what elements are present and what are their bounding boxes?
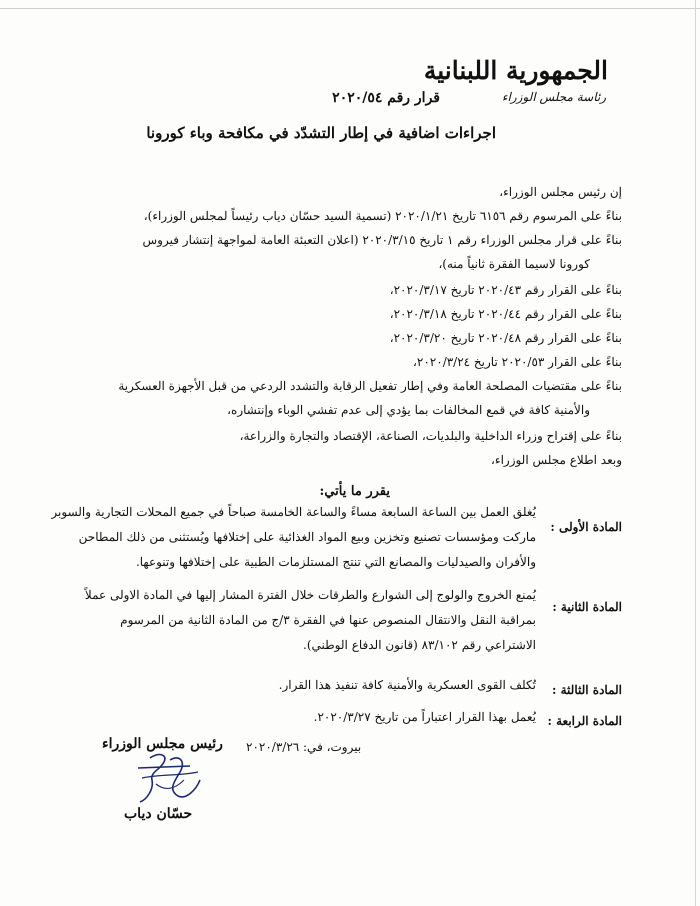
signature-mark	[120, 750, 230, 810]
presidency-subtitle: رئاسة مجلس الوزراء	[501, 90, 606, 104]
prime-minister-title: رئيس مجلس الوزراء	[102, 736, 223, 752]
preamble-line: بناءً على القرار رقم ٢٠٢٠/٤٨ تاريخ ٢٠٢٠/٣/٢٠،	[389, 331, 622, 345]
top-border-line	[0, 8, 700, 9]
article-2-line: الاشتراعي رقم ٨٣/١٠٢ (قانون الدفاع الوطني).	[303, 638, 536, 652]
preamble-line: بناءً على المرسوم رقم ٦١٥٦ تاريخ ٢٠٢٠/١/٢١ (تسمية السيد حسّان دياب رئيساً لمجلس الوزراء)،	[143, 209, 622, 223]
article-4-label: المادة الرابعة :	[547, 714, 622, 728]
preamble-line: بناءً على إقتراح وزراء الداخلية والبلديات، الصناعة، الإقتصاد والتجارة والزراعة،	[239, 429, 622, 443]
preamble-line: وبعد اطلاع مجلس الوزراء،	[491, 453, 622, 467]
article-1-label: المادة الأولى :	[550, 520, 622, 534]
preamble-line: بناءً على القرار رقم ٢٠٢٠/٤٣ تاريخ ٢٠٢٠/٣/١٧،	[389, 283, 622, 297]
article-2-label: المادة الثانية :	[552, 600, 622, 614]
preamble-line: بناءً على القرار ٢٠٢٠/٥٣ تاريخ ٢٠٢٠/٣/٢٤،	[413, 355, 622, 369]
article-1-line: يُغلق العمل بين الساعة السابعة مساءً والساعة الخامسة صباحاً في جميع المحلات التجارية والسوبر	[51, 505, 536, 519]
right-border-line	[695, 0, 696, 906]
preamble-line: كورونا لاسيما الفقرة ثانياً منه)،	[438, 257, 590, 271]
preamble-line: بناءً على القرار رقم ٢٠٢٠/٤٤ تاريخ ٢٠٢٠/٣/١٨،	[389, 307, 622, 321]
article-1-line: والأفران والصيدليات والمصانع التي تنتج المستلزمات الطبية على إختلافها وتنوعها.	[135, 555, 536, 569]
article-2-line: يُمنع الخروج والولوج إلى الشوارع والطرقات خلال الفترة المشار إليها في المادة الاولى عملاً	[84, 588, 536, 602]
preamble-line: بناءً على قرار مجلس الوزراء رقم ١ تاريخ ٢٠٢٠/٣/١٥ (اعلان التعبئة العامة لمواجهة إنتشار فيروس	[142, 233, 622, 247]
decision-number: قرار رقم ٢٠٢٠/٥٤	[332, 90, 440, 106]
prime-minister-name: حسّان دياب	[124, 806, 193, 822]
article-2-line: بمراقبة النقل والانتقال المنصوص عنها في الفقرة ٣/ج من المادة الثانية من المرسوم	[120, 613, 536, 627]
republic-emblem-text: الجمهورية اللبنانية	[423, 56, 608, 85]
article-1-line: ماركت ومؤسسات تصنيع وتخزين وبيع المواد الغذائية على إختلافها ويُستثنى من ذلك المطاحن	[78, 530, 536, 544]
preamble-line: بناءً على مقتضيات المصلحة العامة وفي إطار تفعيل الرقابة والتشدد الردعي من قبل الأجهزة العسكرية	[118, 379, 622, 393]
decision-subject: اجراءات اضافية في إطار التشدّد في مكافحة وباء كورونا	[146, 124, 496, 142]
article-3-line: تُكلف القوى العسكرية والأمنية كافة تنفيذ هذا القرار.	[278, 678, 536, 692]
article-3-label: المادة الثالثة :	[552, 683, 622, 697]
article-4-line: يُعمل بهذا القرار اعتباراً من تاريخ ٢٠٢٠/٣/٢٧.	[313, 710, 536, 724]
place-and-date: بيروت، في: ٢٠٢٠/٣/٢٦	[246, 740, 362, 754]
resolved-heading: يقرر ما يأتي:	[319, 484, 390, 499]
preamble-line: إن رئيس مجلس الوزراء،	[499, 185, 622, 199]
preamble-line: والأمنية كافة في قمع المخالفات بما يؤدي إلى عدم تفشي الوباء وإنتشاره،	[227, 403, 590, 417]
